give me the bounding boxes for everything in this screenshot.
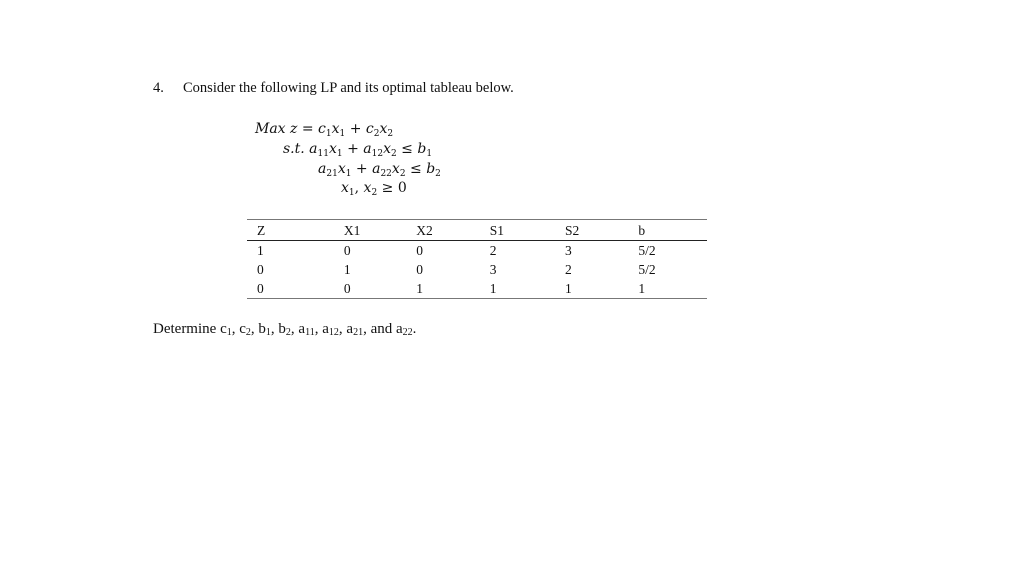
lp-objective	[255, 121, 393, 137]
objective-prefix: Max z =	[255, 121, 319, 137]
coef-a21: a	[318, 161, 327, 177]
cell: 2	[565, 262, 572, 277]
lp-nonnegativity	[341, 180, 407, 196]
param-sub: 2	[245, 327, 251, 338]
task-prefix: Determine	[153, 321, 221, 337]
var-x2: x	[391, 161, 400, 177]
cell: 0	[257, 262, 264, 277]
tableau-header-row	[247, 220, 707, 241]
header-x2: X2	[416, 220, 489, 241]
var-x1: x	[341, 180, 349, 196]
optimal-tableau	[247, 219, 707, 299]
separator: ,	[338, 321, 347, 337]
param-sub: 11	[305, 327, 315, 338]
coef-c2: c	[365, 121, 374, 137]
cell: 1	[489, 281, 497, 296]
var-x2: x	[379, 121, 388, 137]
param-base: c	[220, 321, 227, 337]
param-base: a	[322, 321, 329, 337]
plus-sign: +	[345, 121, 366, 137]
sub: 2	[373, 129, 380, 139]
sub: 2	[387, 129, 394, 139]
cell: 2	[489, 243, 497, 258]
task-instruction	[153, 321, 416, 338]
comma: ,	[354, 180, 364, 196]
sub: 1	[426, 149, 433, 159]
subject-to-label: s.t.	[283, 141, 310, 157]
cell: 1	[565, 281, 572, 296]
cell: 1	[343, 262, 351, 277]
tableau-row	[247, 241, 707, 261]
sub: 2	[435, 169, 441, 179]
cell: 0	[416, 243, 424, 258]
separator: ,	[231, 321, 240, 337]
header-z: Z	[247, 220, 344, 241]
cell: 5/2	[638, 262, 656, 277]
var-x1: x	[331, 121, 340, 137]
var-x1: x	[337, 161, 346, 177]
coef-a12: a	[363, 141, 372, 157]
header-s2: S2	[565, 220, 638, 241]
plus-sign: +	[342, 141, 364, 157]
sub: 1	[336, 149, 343, 159]
header-s1: S1	[490, 220, 565, 241]
var-x2: x	[363, 180, 372, 196]
task-item	[396, 321, 416, 337]
cell: 0	[343, 243, 351, 258]
param-base: b	[258, 321, 266, 337]
header-b: b	[638, 220, 707, 241]
question-heading	[153, 80, 514, 97]
tableau-row	[247, 279, 707, 299]
cell: 3	[565, 243, 572, 258]
task-item	[278, 321, 298, 337]
geq-sign: ≥	[377, 180, 398, 196]
cell: 1	[416, 281, 424, 296]
param-base: c	[239, 321, 246, 337]
sub: 22	[380, 169, 392, 179]
header-x1: X1	[344, 220, 416, 241]
var-x2: x	[383, 141, 391, 157]
param-sub: 1	[265, 327, 271, 338]
separator: ,	[290, 321, 299, 337]
cell: 0	[416, 262, 424, 277]
sub: 1	[345, 169, 352, 179]
rhs-b1: b	[417, 141, 427, 157]
task-item	[346, 321, 396, 337]
cell: 1	[257, 243, 264, 258]
param-base: a	[346, 321, 354, 337]
cell: 0	[257, 281, 264, 296]
sub: 12	[371, 149, 384, 159]
task-item	[220, 321, 239, 337]
separator: , and	[363, 321, 396, 337]
sub: 1	[348, 188, 355, 198]
coef-a22: a	[372, 161, 381, 177]
param-sub: 22	[402, 327, 413, 338]
task-item	[258, 321, 278, 337]
var-x1: x	[328, 141, 337, 157]
coef-c1: c	[318, 121, 326, 137]
leq-sign: ≤	[405, 161, 427, 177]
cell: 3	[489, 262, 497, 277]
task-item	[298, 321, 322, 337]
sub: 2	[399, 169, 406, 179]
cell: 1	[638, 281, 646, 296]
leq-sign: ≤	[396, 141, 418, 157]
plus-sign: +	[351, 161, 373, 177]
separator: ,	[270, 321, 279, 337]
param-sub: 21	[353, 327, 364, 338]
question-text: Consider the following LP and its optimal tableau below.	[183, 80, 514, 96]
task-item	[322, 321, 346, 337]
param-sub: 12	[328, 327, 339, 338]
sub: 11	[317, 149, 329, 159]
param-base: b	[278, 321, 286, 337]
sub: 2	[390, 149, 397, 159]
separator: ,	[250, 321, 259, 337]
question-number: 4.	[153, 80, 164, 96]
rhs-b2: b	[426, 161, 436, 177]
cell: 5/2	[638, 243, 656, 258]
zero: 0	[397, 180, 407, 196]
separator: ,	[314, 321, 323, 337]
cell: 0	[343, 281, 351, 296]
sub: 1	[339, 129, 346, 139]
param-sub: 2	[285, 327, 291, 338]
coef-a11: a	[309, 141, 318, 157]
param-base: a	[298, 321, 306, 337]
task-item	[239, 321, 258, 337]
sub: 1	[325, 129, 332, 139]
param-sub: 1	[226, 327, 232, 338]
separator: .	[412, 321, 417, 337]
lp-constraint-1	[283, 141, 432, 157]
tableau-row	[247, 260, 707, 279]
sub: 21	[326, 169, 338, 179]
sub: 2	[371, 188, 378, 198]
param-base: a	[395, 321, 403, 337]
lp-constraint-2	[318, 161, 441, 177]
